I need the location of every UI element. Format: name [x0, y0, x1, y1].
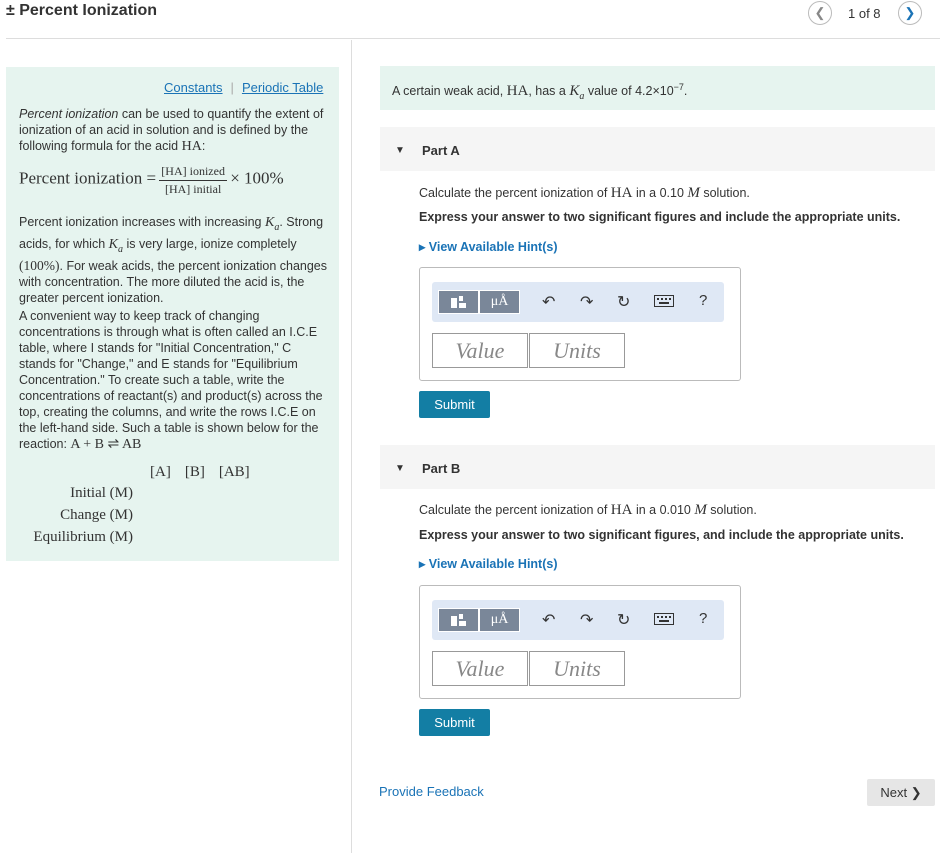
intro-paragraph: [19, 106, 331, 155]
keyboard-icon[interactable]: [654, 294, 674, 312]
part-a-value-input[interactable]: Value: [432, 333, 528, 368]
para2-text-3: is very large, ionize completely: [122, 236, 297, 251]
header-divider: [6, 38, 940, 39]
intro-acid: HA: [181, 139, 202, 154]
question-text: [392, 82, 687, 102]
ice-col-ab: [AB]: [218, 464, 250, 480]
question-acid: HA: [506, 83, 529, 100]
part-a-unit: M: [687, 185, 700, 201]
formula-fraction: [159, 164, 227, 197]
ice-col-a: [A]: [150, 464, 171, 480]
ice-table-header: [150, 464, 250, 481]
help-icon[interactable]: ?: [699, 292, 708, 309]
part-b-value-input[interactable]: Value: [432, 651, 528, 686]
part-b-submit-button[interactable]: Submit: [419, 709, 490, 736]
ice-col-b: [B]: [184, 464, 205, 480]
intro-term: Percent ionization: [19, 107, 119, 121]
part-b-instructions: Express your answer to two significant figures, and include the appropriate units.: [419, 528, 904, 542]
part-a-units-input[interactable]: Units: [529, 333, 625, 368]
part-a-q3: solution.: [699, 186, 750, 200]
intro-colon: :: [201, 139, 206, 153]
part-b-toolbar: [432, 600, 724, 640]
formula-denominator: [HA] initial: [164, 182, 222, 196]
part-a-toolbar: [432, 282, 724, 322]
formula-lhs: Percent ionization =: [19, 168, 157, 188]
keyboard-icon[interactable]: [654, 612, 674, 630]
intro-rest: can be used to quantify the extent of ionization of an acid in solution and is defined by the following formula for the acid: [19, 107, 324, 153]
redo-icon[interactable]: ↷: [580, 612, 594, 629]
periodic-table-link[interactable]: Periodic Table: [241, 80, 324, 95]
help-icon[interactable]: ?: [699, 610, 708, 627]
ka-symbol-2: $K_a$: [108, 236, 123, 255]
ka-paragraph: [19, 214, 331, 306]
provide-feedback-link[interactable]: Provide Feedback: [379, 784, 484, 799]
ice-row-change: Change (M): [60, 507, 133, 523]
ice-paragraph: [19, 308, 331, 453]
part-a-instructions: Express your answer to two significant figures and include the appropriate units.: [419, 210, 901, 224]
reaction-equation: A + B ⇌ AB: [70, 437, 142, 452]
formula-numerator: [HA] ionized: [159, 164, 227, 181]
part-a-hint-link[interactable]: ▸ View Available Hint(s): [419, 240, 558, 254]
para2-text-1: Percent ionization increases with increasing: [19, 215, 265, 229]
part-a-submit-button[interactable]: Submit: [419, 391, 490, 418]
ice-row-equilibrium: Equilibrium (M): [33, 529, 133, 545]
part-a-title[interactable]: Part A: [422, 143, 460, 158]
question-text-1: A certain weak acid,: [392, 84, 507, 99]
ice-row-initial: Initial (M): [70, 485, 133, 501]
question-exponent: −7: [673, 82, 684, 92]
template-icon[interactable]: [438, 608, 479, 632]
part-b-question: [419, 502, 757, 519]
redo-icon[interactable]: ↷: [580, 294, 594, 311]
part-a-header[interactable]: [380, 127, 935, 171]
question-text-2: , has a: [528, 84, 570, 99]
next-button[interactable]: Next ❯: [867, 779, 935, 806]
undo-icon[interactable]: ↶: [542, 294, 556, 311]
ka-symbol: $K_a$: [264, 215, 280, 233]
part-a-q2: in a 0.10: [632, 186, 688, 200]
question-text-4: .: [683, 84, 688, 99]
units-symbol-button[interactable]: μÅ: [479, 608, 520, 632]
column-divider: [351, 40, 352, 853]
ionization-formula: [19, 164, 284, 197]
collapse-triangle-icon[interactable]: ▼: [395, 145, 405, 156]
template-icon[interactable]: [438, 290, 479, 314]
part-b-hint-link[interactable]: ▸ View Available Hint(s): [419, 557, 558, 571]
question-text-3: value of 4.2×10: [584, 84, 674, 99]
part-b-template-group: [438, 608, 520, 632]
part-b-header[interactable]: [380, 445, 935, 489]
resource-links: [164, 80, 323, 95]
collapse-triangle-icon[interactable]: ▼: [395, 463, 405, 474]
reset-icon[interactable]: ↻: [617, 612, 631, 629]
chevron-right-icon: ❯: [904, 5, 916, 20]
chevron-left-icon: ❮: [814, 5, 826, 20]
part-b-q2: in a 0.010: [632, 503, 695, 517]
part-a-question: [419, 185, 750, 202]
next-page-button[interactable]: [898, 1, 922, 25]
undo-icon[interactable]: ↶: [542, 612, 556, 629]
part-b-unit: M: [694, 502, 707, 518]
para2-text-4: . For weak acids, the percent ionization changes with concentration. The more diluted the acid is, the greater percent ionization.: [19, 258, 328, 305]
part-b-units-input[interactable]: Units: [529, 651, 625, 686]
link-separator: |: [230, 80, 234, 95]
previous-page-button[interactable]: [808, 1, 832, 25]
part-b-q1: Calculate the percent ionization of: [419, 503, 611, 517]
reset-icon[interactable]: ↻: [617, 294, 631, 311]
part-b-title[interactable]: Part B: [422, 461, 461, 476]
ice-explanation: A convenient way to keep track of changing concentrations is through what is often called an I.C.E table, where I stands for "Initial Concentration," C stands for "Change," and E stands for "Equilibrium Concentration." To create such a table, write the concentrations of reactant(s) and product(s) across the top, creating the columns, and write the rows I.C.E on the left-hand side. Such a table is shown below for the reaction:: [19, 309, 323, 451]
percent-100: (100%): [19, 257, 60, 273]
part-a-acid: HA: [610, 185, 633, 201]
para2-text-2: . Strong acids, for which: [19, 215, 324, 251]
page-counter: 1 of 8: [848, 6, 881, 21]
units-symbol-button[interactable]: μÅ: [479, 290, 520, 314]
part-a-q1: Calculate the percent ionization of: [419, 186, 611, 200]
part-b-q3: solution.: [706, 503, 757, 517]
formula-rhs: × 100%: [230, 168, 284, 188]
part-b-acid: HA: [610, 502, 633, 518]
page-title: ± Percent Ionization: [6, 2, 158, 19]
constants-link[interactable]: Constants: [164, 80, 223, 95]
part-a-template-group: [438, 290, 520, 314]
question-ka: $K_a$: [569, 83, 585, 103]
